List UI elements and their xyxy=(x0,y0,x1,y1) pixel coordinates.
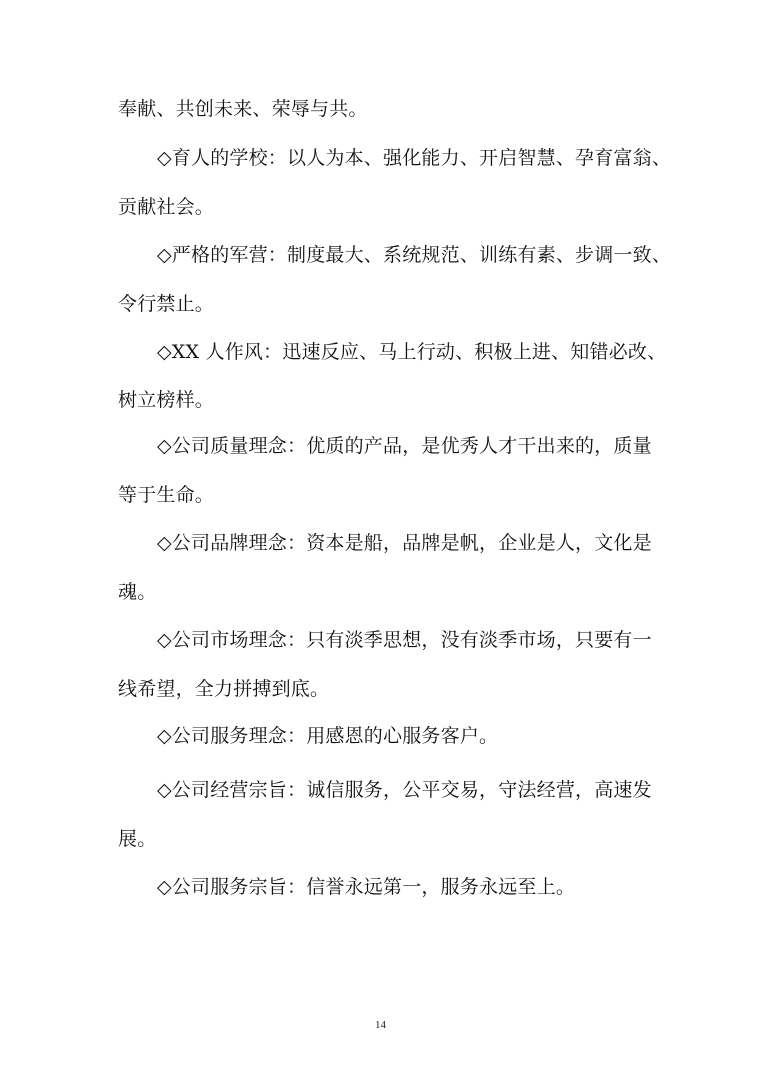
paragraph-line-quality-concept-cont: 等于生命。 xyxy=(118,484,215,506)
paragraph-line-strict-camp-cont: 令行禁止。 xyxy=(118,293,215,315)
paragraph-line-service-concept: ◇公司服务理念：用感恩的心服务客户。 xyxy=(157,725,499,747)
paragraph-line-business-purpose-cont: 展。 xyxy=(118,828,157,850)
paragraph-line-market-concept: ◇公司市场理念：只有淡季思想，没有淡季市场，只要有一 xyxy=(157,629,652,651)
paragraph-line-work-style: ◇XX 人作风：迅速反应、马上行动、积极上进、知错必改、 xyxy=(157,341,667,363)
page-number: 14 xyxy=(375,1019,386,1031)
paragraph-line-market-concept-cont: 线希望，全力拼搏到底。 xyxy=(118,678,330,700)
paragraph-line-service-purpose: ◇公司服务宗旨：信誉永远第一，服务永远至上。 xyxy=(157,876,576,898)
paragraph-line-brand-concept-cont: 魂。 xyxy=(118,581,157,603)
paragraph-line-brand-concept: ◇公司品牌理念：资本是船，品牌是帆，企业是人，文化是 xyxy=(157,532,652,554)
paragraph-line-people-school: ◇育人的学校：以人为本、强化能力、开启智慧、孕育富翁、 xyxy=(157,147,672,169)
paragraph-line-people-school-cont: 贡献社会。 xyxy=(118,196,215,218)
paragraph-line-business-purpose: ◇公司经营宗旨：诚信服务，公平交易，守法经营，高速发 xyxy=(157,779,652,801)
paragraph-line-work-style-cont: 树立榜样。 xyxy=(118,389,215,411)
paragraph-line-strict-camp: ◇严格的军营：制度最大、系统规范、训练有素、步调一致、 xyxy=(157,244,672,266)
paragraph-line-quality-concept: ◇公司质量理念：优质的产品，是优秀人才干出来的，质量 xyxy=(157,435,652,457)
paragraph-continuation-line: 奉献、共创未来、荣辱与共。 xyxy=(118,98,368,120)
